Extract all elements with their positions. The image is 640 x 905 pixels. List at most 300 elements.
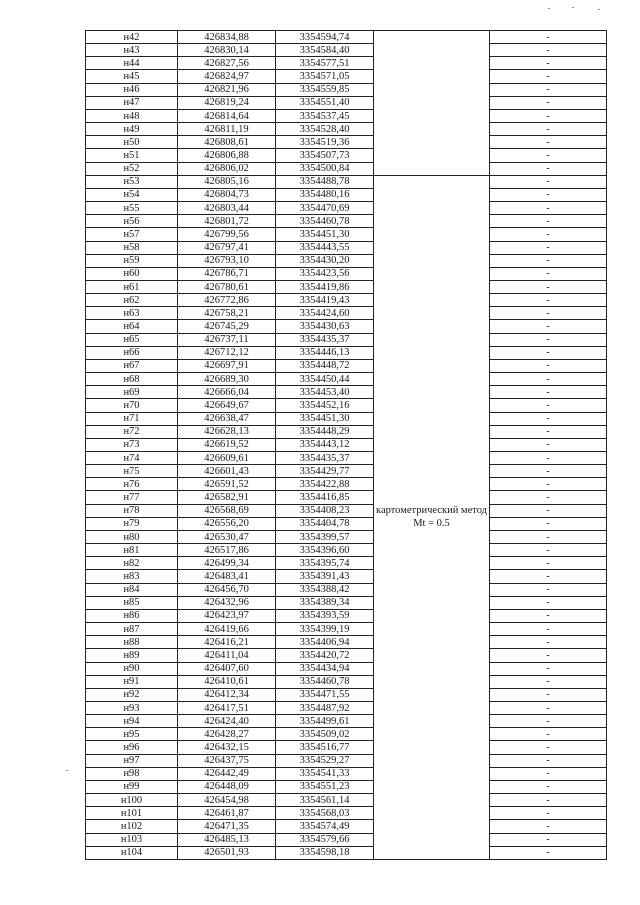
error-cell: -: [490, 491, 607, 504]
error-cell: -: [490, 609, 607, 622]
method-cell-empty: [374, 31, 490, 176]
error-cell: -: [490, 307, 607, 320]
point-id-cell: н73: [86, 438, 178, 451]
y-coordinate-cell: 3354507,73: [276, 149, 374, 162]
error-cell: -: [490, 346, 607, 359]
y-coordinate-cell: 3354443,12: [276, 438, 374, 451]
point-id-cell: н47: [86, 96, 178, 109]
point-id-cell: н85: [86, 596, 178, 609]
point-id-cell: н54: [86, 188, 178, 201]
table-row: [86, 333, 607, 346]
y-coordinate-cell: 3354451,30: [276, 412, 374, 425]
table-row: [86, 557, 607, 570]
table-row: [86, 109, 607, 122]
error-cell: -: [490, 820, 607, 833]
point-id-cell: н98: [86, 767, 178, 780]
error-cell: -: [490, 438, 607, 451]
point-id-cell: н93: [86, 701, 178, 714]
scan-speck: [66, 770, 68, 771]
error-cell: -: [490, 425, 607, 438]
table-row: [86, 570, 607, 583]
error-cell: -: [490, 359, 607, 372]
y-coordinate-cell: 3354404,78: [276, 517, 374, 530]
point-id-cell: н104: [86, 846, 178, 859]
y-coordinate-cell: 3354561,14: [276, 794, 374, 807]
y-coordinate-cell: 3354452,16: [276, 399, 374, 412]
table-row: [86, 688, 607, 701]
y-coordinate-cell: 3354419,86: [276, 280, 374, 293]
point-id-cell: н64: [86, 320, 178, 333]
error-cell: -: [490, 320, 607, 333]
x-coordinate-cell: 426428,27: [178, 728, 276, 741]
error-cell: -: [490, 162, 607, 175]
table-row: [86, 465, 607, 478]
x-coordinate-cell: 426432,96: [178, 596, 276, 609]
error-cell: -: [490, 83, 607, 96]
error-cell: -: [490, 373, 607, 386]
error-cell: -: [490, 333, 607, 346]
x-coordinate-cell: 426432,15: [178, 741, 276, 754]
x-coordinate-cell: 426471,35: [178, 820, 276, 833]
point-id-cell: н53: [86, 175, 178, 188]
point-id-cell: н91: [86, 675, 178, 688]
method-cell: картометрический метод Mt = 0.5: [374, 175, 490, 859]
point-id-cell: н55: [86, 202, 178, 215]
y-coordinate-cell: 3354399,19: [276, 623, 374, 636]
error-cell: -: [490, 557, 607, 570]
y-coordinate-cell: 3354399,57: [276, 530, 374, 543]
table-row: [86, 794, 607, 807]
point-id-cell: н48: [86, 109, 178, 122]
error-cell: -: [490, 701, 607, 714]
y-coordinate-cell: 3354453,40: [276, 386, 374, 399]
point-id-cell: н71: [86, 412, 178, 425]
point-id-cell: н58: [86, 241, 178, 254]
point-id-cell: н65: [86, 333, 178, 346]
error-cell: -: [490, 254, 607, 267]
x-coordinate-cell: 426568,69: [178, 504, 276, 517]
y-coordinate-cell: 3354451,30: [276, 228, 374, 241]
point-id-cell: н101: [86, 807, 178, 820]
error-cell: -: [490, 636, 607, 649]
point-id-cell: н95: [86, 728, 178, 741]
error-cell: -: [490, 202, 607, 215]
y-coordinate-cell: 3354388,42: [276, 583, 374, 596]
point-id-cell: н52: [86, 162, 178, 175]
table-row: [86, 294, 607, 307]
y-coordinate-cell: 3354541,33: [276, 767, 374, 780]
table-row: [86, 596, 607, 609]
x-coordinate-cell: 426419,66: [178, 623, 276, 636]
table-row: [86, 228, 607, 241]
x-coordinate-cell: 426834,88: [178, 31, 276, 44]
table-row: [86, 373, 607, 386]
table-row: [86, 254, 607, 267]
point-id-cell: н96: [86, 741, 178, 754]
table-row: [86, 741, 607, 754]
y-coordinate-cell: 3354393,59: [276, 609, 374, 622]
x-coordinate-cell: 426483,41: [178, 570, 276, 583]
error-cell: -: [490, 267, 607, 280]
point-id-cell: н82: [86, 557, 178, 570]
y-coordinate-cell: 3354528,40: [276, 123, 374, 136]
point-id-cell: н79: [86, 517, 178, 530]
x-coordinate-cell: 426407,60: [178, 662, 276, 675]
x-coordinate-cell: 426591,52: [178, 478, 276, 491]
point-id-cell: н80: [86, 530, 178, 543]
error-cell: -: [490, 123, 607, 136]
error-cell: -: [490, 175, 607, 188]
y-coordinate-cell: 3354594,74: [276, 31, 374, 44]
y-coordinate-cell: 3354480,16: [276, 188, 374, 201]
point-id-cell: н99: [86, 780, 178, 793]
y-coordinate-cell: 3354584,40: [276, 44, 374, 57]
y-coordinate-cell: 3354500,84: [276, 162, 374, 175]
table-row: [86, 346, 607, 359]
point-id-cell: н62: [86, 294, 178, 307]
x-coordinate-cell: 426649,67: [178, 399, 276, 412]
error-cell: -: [490, 188, 607, 201]
table-row: [86, 767, 607, 780]
x-coordinate-cell: 426830,14: [178, 44, 276, 57]
point-id-cell: н66: [86, 346, 178, 359]
y-coordinate-cell: 3354516,77: [276, 741, 374, 754]
table-row: [86, 44, 607, 57]
error-cell: -: [490, 754, 607, 767]
table-row: [86, 202, 607, 215]
error-cell: -: [490, 649, 607, 662]
x-coordinate-cell: 426811,19: [178, 123, 276, 136]
error-cell: -: [490, 715, 607, 728]
x-coordinate-cell: 426806,02: [178, 162, 276, 175]
point-id-cell: н49: [86, 123, 178, 136]
x-coordinate-cell: 426628,13: [178, 425, 276, 438]
table-row: [86, 846, 607, 859]
scan-speck: [548, 8, 550, 9]
table-row: [86, 149, 607, 162]
point-id-cell: н59: [86, 254, 178, 267]
table-row: [86, 31, 607, 44]
table-row: [86, 399, 607, 412]
table-row: [86, 215, 607, 228]
error-cell: -: [490, 294, 607, 307]
y-coordinate-cell: 3354598,18: [276, 846, 374, 859]
x-coordinate-cell: 426824,97: [178, 70, 276, 83]
x-coordinate-cell: 426619,52: [178, 438, 276, 451]
y-coordinate-cell: 3354429,77: [276, 465, 374, 478]
table-row: [86, 452, 607, 465]
table-row: [86, 701, 607, 714]
table-row: [86, 320, 607, 333]
table-row: [86, 412, 607, 425]
error-cell: -: [490, 136, 607, 149]
y-coordinate-cell: 3354519,36: [276, 136, 374, 149]
table-row: [86, 70, 607, 83]
error-cell: -: [490, 57, 607, 70]
point-id-cell: н102: [86, 820, 178, 833]
x-coordinate-cell: 426808,61: [178, 136, 276, 149]
error-cell: -: [490, 780, 607, 793]
x-coordinate-cell: 426411,04: [178, 649, 276, 662]
error-cell: -: [490, 504, 607, 517]
y-coordinate-cell: 3354423,56: [276, 267, 374, 280]
y-coordinate-cell: 3354443,55: [276, 241, 374, 254]
point-id-cell: н75: [86, 465, 178, 478]
table-row: [86, 307, 607, 320]
table-row: [86, 544, 607, 557]
error-cell: -: [490, 399, 607, 412]
point-id-cell: н77: [86, 491, 178, 504]
error-cell: -: [490, 280, 607, 293]
x-coordinate-cell: 426799,56: [178, 228, 276, 241]
x-coordinate-cell: 426485,13: [178, 833, 276, 846]
y-coordinate-cell: 3354559,85: [276, 83, 374, 96]
x-coordinate-cell: 426745,29: [178, 320, 276, 333]
x-coordinate-cell: 426758,21: [178, 307, 276, 320]
error-cell: -: [490, 596, 607, 609]
x-coordinate-cell: 426827,56: [178, 57, 276, 70]
point-id-cell: н94: [86, 715, 178, 728]
point-id-cell: н90: [86, 662, 178, 675]
x-coordinate-cell: 426689,30: [178, 373, 276, 386]
x-coordinate-cell: 426801,72: [178, 215, 276, 228]
table-row: [86, 820, 607, 833]
error-cell: -: [490, 688, 607, 701]
y-coordinate-cell: 3354509,02: [276, 728, 374, 741]
x-coordinate-cell: 426582,91: [178, 491, 276, 504]
y-coordinate-cell: 3354395,74: [276, 557, 374, 570]
x-coordinate-cell: 426456,70: [178, 583, 276, 596]
x-coordinate-cell: 426417,51: [178, 701, 276, 714]
x-coordinate-cell: 426786,71: [178, 267, 276, 280]
error-cell: -: [490, 833, 607, 846]
scan-speck: [598, 9, 600, 10]
x-coordinate-cell: 426712,12: [178, 346, 276, 359]
table-row: [86, 162, 607, 175]
y-coordinate-cell: 3354529,27: [276, 754, 374, 767]
table-row: [86, 57, 607, 70]
error-cell: -: [490, 31, 607, 44]
point-id-cell: н100: [86, 794, 178, 807]
y-coordinate-cell: 3354450,44: [276, 373, 374, 386]
table-row: [86, 175, 607, 188]
point-id-cell: н92: [86, 688, 178, 701]
error-cell: -: [490, 623, 607, 636]
y-coordinate-cell: 3354435,37: [276, 452, 374, 465]
point-id-cell: н51: [86, 149, 178, 162]
point-id-cell: н43: [86, 44, 178, 57]
x-coordinate-cell: 426437,75: [178, 754, 276, 767]
table-row: [86, 728, 607, 741]
x-coordinate-cell: 426530,47: [178, 530, 276, 543]
table-row: [86, 96, 607, 109]
scan-speck: [572, 7, 574, 8]
table-row: [86, 833, 607, 846]
point-id-cell: н57: [86, 228, 178, 241]
x-coordinate-cell: 426412,34: [178, 688, 276, 701]
error-cell: -: [490, 478, 607, 491]
table-row: [86, 715, 607, 728]
table-row: [86, 136, 607, 149]
x-coordinate-cell: 426556,20: [178, 517, 276, 530]
error-cell: -: [490, 109, 607, 122]
y-coordinate-cell: 3354424,60: [276, 307, 374, 320]
point-id-cell: н84: [86, 583, 178, 596]
error-cell: -: [490, 70, 607, 83]
error-cell: -: [490, 215, 607, 228]
y-coordinate-cell: 3354470,69: [276, 202, 374, 215]
y-coordinate-cell: 3354499,61: [276, 715, 374, 728]
table-row: [86, 623, 607, 636]
error-cell: -: [490, 807, 607, 820]
error-cell: -: [490, 583, 607, 596]
table-row: [86, 123, 607, 136]
x-coordinate-cell: 426517,86: [178, 544, 276, 557]
x-coordinate-cell: 426666,04: [178, 386, 276, 399]
point-id-cell: н68: [86, 373, 178, 386]
y-coordinate-cell: 3354435,37: [276, 333, 374, 346]
table-row: [86, 636, 607, 649]
table-row: [86, 517, 607, 530]
y-coordinate-cell: 3354448,72: [276, 359, 374, 372]
y-coordinate-cell: 3354396,60: [276, 544, 374, 557]
x-coordinate-cell: 426410,61: [178, 675, 276, 688]
table-row: [86, 780, 607, 793]
error-cell: -: [490, 794, 607, 807]
point-id-cell: н97: [86, 754, 178, 767]
point-id-cell: н72: [86, 425, 178, 438]
y-coordinate-cell: 3354574,49: [276, 820, 374, 833]
x-coordinate-cell: 426448,09: [178, 780, 276, 793]
error-cell: -: [490, 675, 607, 688]
point-id-cell: н74: [86, 452, 178, 465]
x-coordinate-cell: 426793,10: [178, 254, 276, 267]
error-cell: -: [490, 570, 607, 583]
x-coordinate-cell: 426461,87: [178, 807, 276, 820]
point-id-cell: н88: [86, 636, 178, 649]
table-row: [86, 425, 607, 438]
table-row: [86, 675, 607, 688]
point-id-cell: н61: [86, 280, 178, 293]
point-id-cell: н86: [86, 609, 178, 622]
x-coordinate-cell: 426423,97: [178, 609, 276, 622]
table-row: [86, 807, 607, 820]
error-cell: -: [490, 741, 607, 754]
y-coordinate-cell: 3354446,13: [276, 346, 374, 359]
point-id-cell: н56: [86, 215, 178, 228]
error-cell: -: [490, 530, 607, 543]
x-coordinate-cell: 426803,44: [178, 202, 276, 215]
error-cell: -: [490, 96, 607, 109]
y-coordinate-cell: 3354434,94: [276, 662, 374, 675]
coordinates-table: [85, 30, 607, 860]
table-row: [86, 504, 607, 517]
y-coordinate-cell: 3354406,94: [276, 636, 374, 649]
y-coordinate-cell: 3354577,51: [276, 57, 374, 70]
x-coordinate-cell: 426805,16: [178, 175, 276, 188]
point-id-cell: н78: [86, 504, 178, 517]
point-id-cell: н63: [86, 307, 178, 320]
point-id-cell: н44: [86, 57, 178, 70]
y-coordinate-cell: 3354579,66: [276, 833, 374, 846]
table-row: [86, 662, 607, 675]
point-id-cell: н83: [86, 570, 178, 583]
error-cell: -: [490, 149, 607, 162]
x-coordinate-cell: 426424,40: [178, 715, 276, 728]
x-coordinate-cell: 426697,91: [178, 359, 276, 372]
y-coordinate-cell: 3354430,63: [276, 320, 374, 333]
point-id-cell: н69: [86, 386, 178, 399]
y-coordinate-cell: 3354460,78: [276, 675, 374, 688]
table-row: [86, 649, 607, 662]
x-coordinate-cell: 426819,24: [178, 96, 276, 109]
y-coordinate-cell: 3354408,23: [276, 504, 374, 517]
y-coordinate-cell: 3354422,88: [276, 478, 374, 491]
x-coordinate-cell: 426814,64: [178, 109, 276, 122]
error-cell: -: [490, 517, 607, 530]
y-coordinate-cell: 3354487,92: [276, 701, 374, 714]
table-row: [86, 583, 607, 596]
y-coordinate-cell: 3354537,45: [276, 109, 374, 122]
x-coordinate-cell: 426780,61: [178, 280, 276, 293]
error-cell: -: [490, 846, 607, 859]
table-row: [86, 609, 607, 622]
error-cell: -: [490, 386, 607, 399]
y-coordinate-cell: 3354551,23: [276, 780, 374, 793]
error-cell: -: [490, 452, 607, 465]
error-cell: -: [490, 412, 607, 425]
point-id-cell: н67: [86, 359, 178, 372]
x-coordinate-cell: 426797,41: [178, 241, 276, 254]
point-id-cell: н87: [86, 623, 178, 636]
y-coordinate-cell: 3354419,43: [276, 294, 374, 307]
x-coordinate-cell: 426772,86: [178, 294, 276, 307]
y-coordinate-cell: 3354460,78: [276, 215, 374, 228]
y-coordinate-cell: 3354568,03: [276, 807, 374, 820]
y-coordinate-cell: 3354420,72: [276, 649, 374, 662]
error-cell: -: [490, 228, 607, 241]
table-row: [86, 754, 607, 767]
y-coordinate-cell: 3354416,85: [276, 491, 374, 504]
y-coordinate-cell: 3354551,40: [276, 96, 374, 109]
error-cell: -: [490, 767, 607, 780]
point-id-cell: н103: [86, 833, 178, 846]
table-row: [86, 241, 607, 254]
y-coordinate-cell: 3354571,05: [276, 70, 374, 83]
error-cell: -: [490, 728, 607, 741]
table-row: [86, 280, 607, 293]
point-id-cell: н50: [86, 136, 178, 149]
table-row: [86, 188, 607, 201]
table-row: [86, 438, 607, 451]
x-coordinate-cell: 426806,88: [178, 149, 276, 162]
point-id-cell: н81: [86, 544, 178, 557]
y-coordinate-cell: 3354488,78: [276, 175, 374, 188]
error-cell: -: [490, 44, 607, 57]
y-coordinate-cell: 3354389,34: [276, 596, 374, 609]
x-coordinate-cell: 426804,73: [178, 188, 276, 201]
y-coordinate-cell: 3354471,55: [276, 688, 374, 701]
table-row: [86, 83, 607, 96]
y-coordinate-cell: 3354430,20: [276, 254, 374, 267]
point-id-cell: н70: [86, 399, 178, 412]
x-coordinate-cell: 426601,43: [178, 465, 276, 478]
table-row: [86, 386, 607, 399]
y-coordinate-cell: 3354448,29: [276, 425, 374, 438]
point-id-cell: н60: [86, 267, 178, 280]
error-cell: -: [490, 241, 607, 254]
error-cell: -: [490, 662, 607, 675]
